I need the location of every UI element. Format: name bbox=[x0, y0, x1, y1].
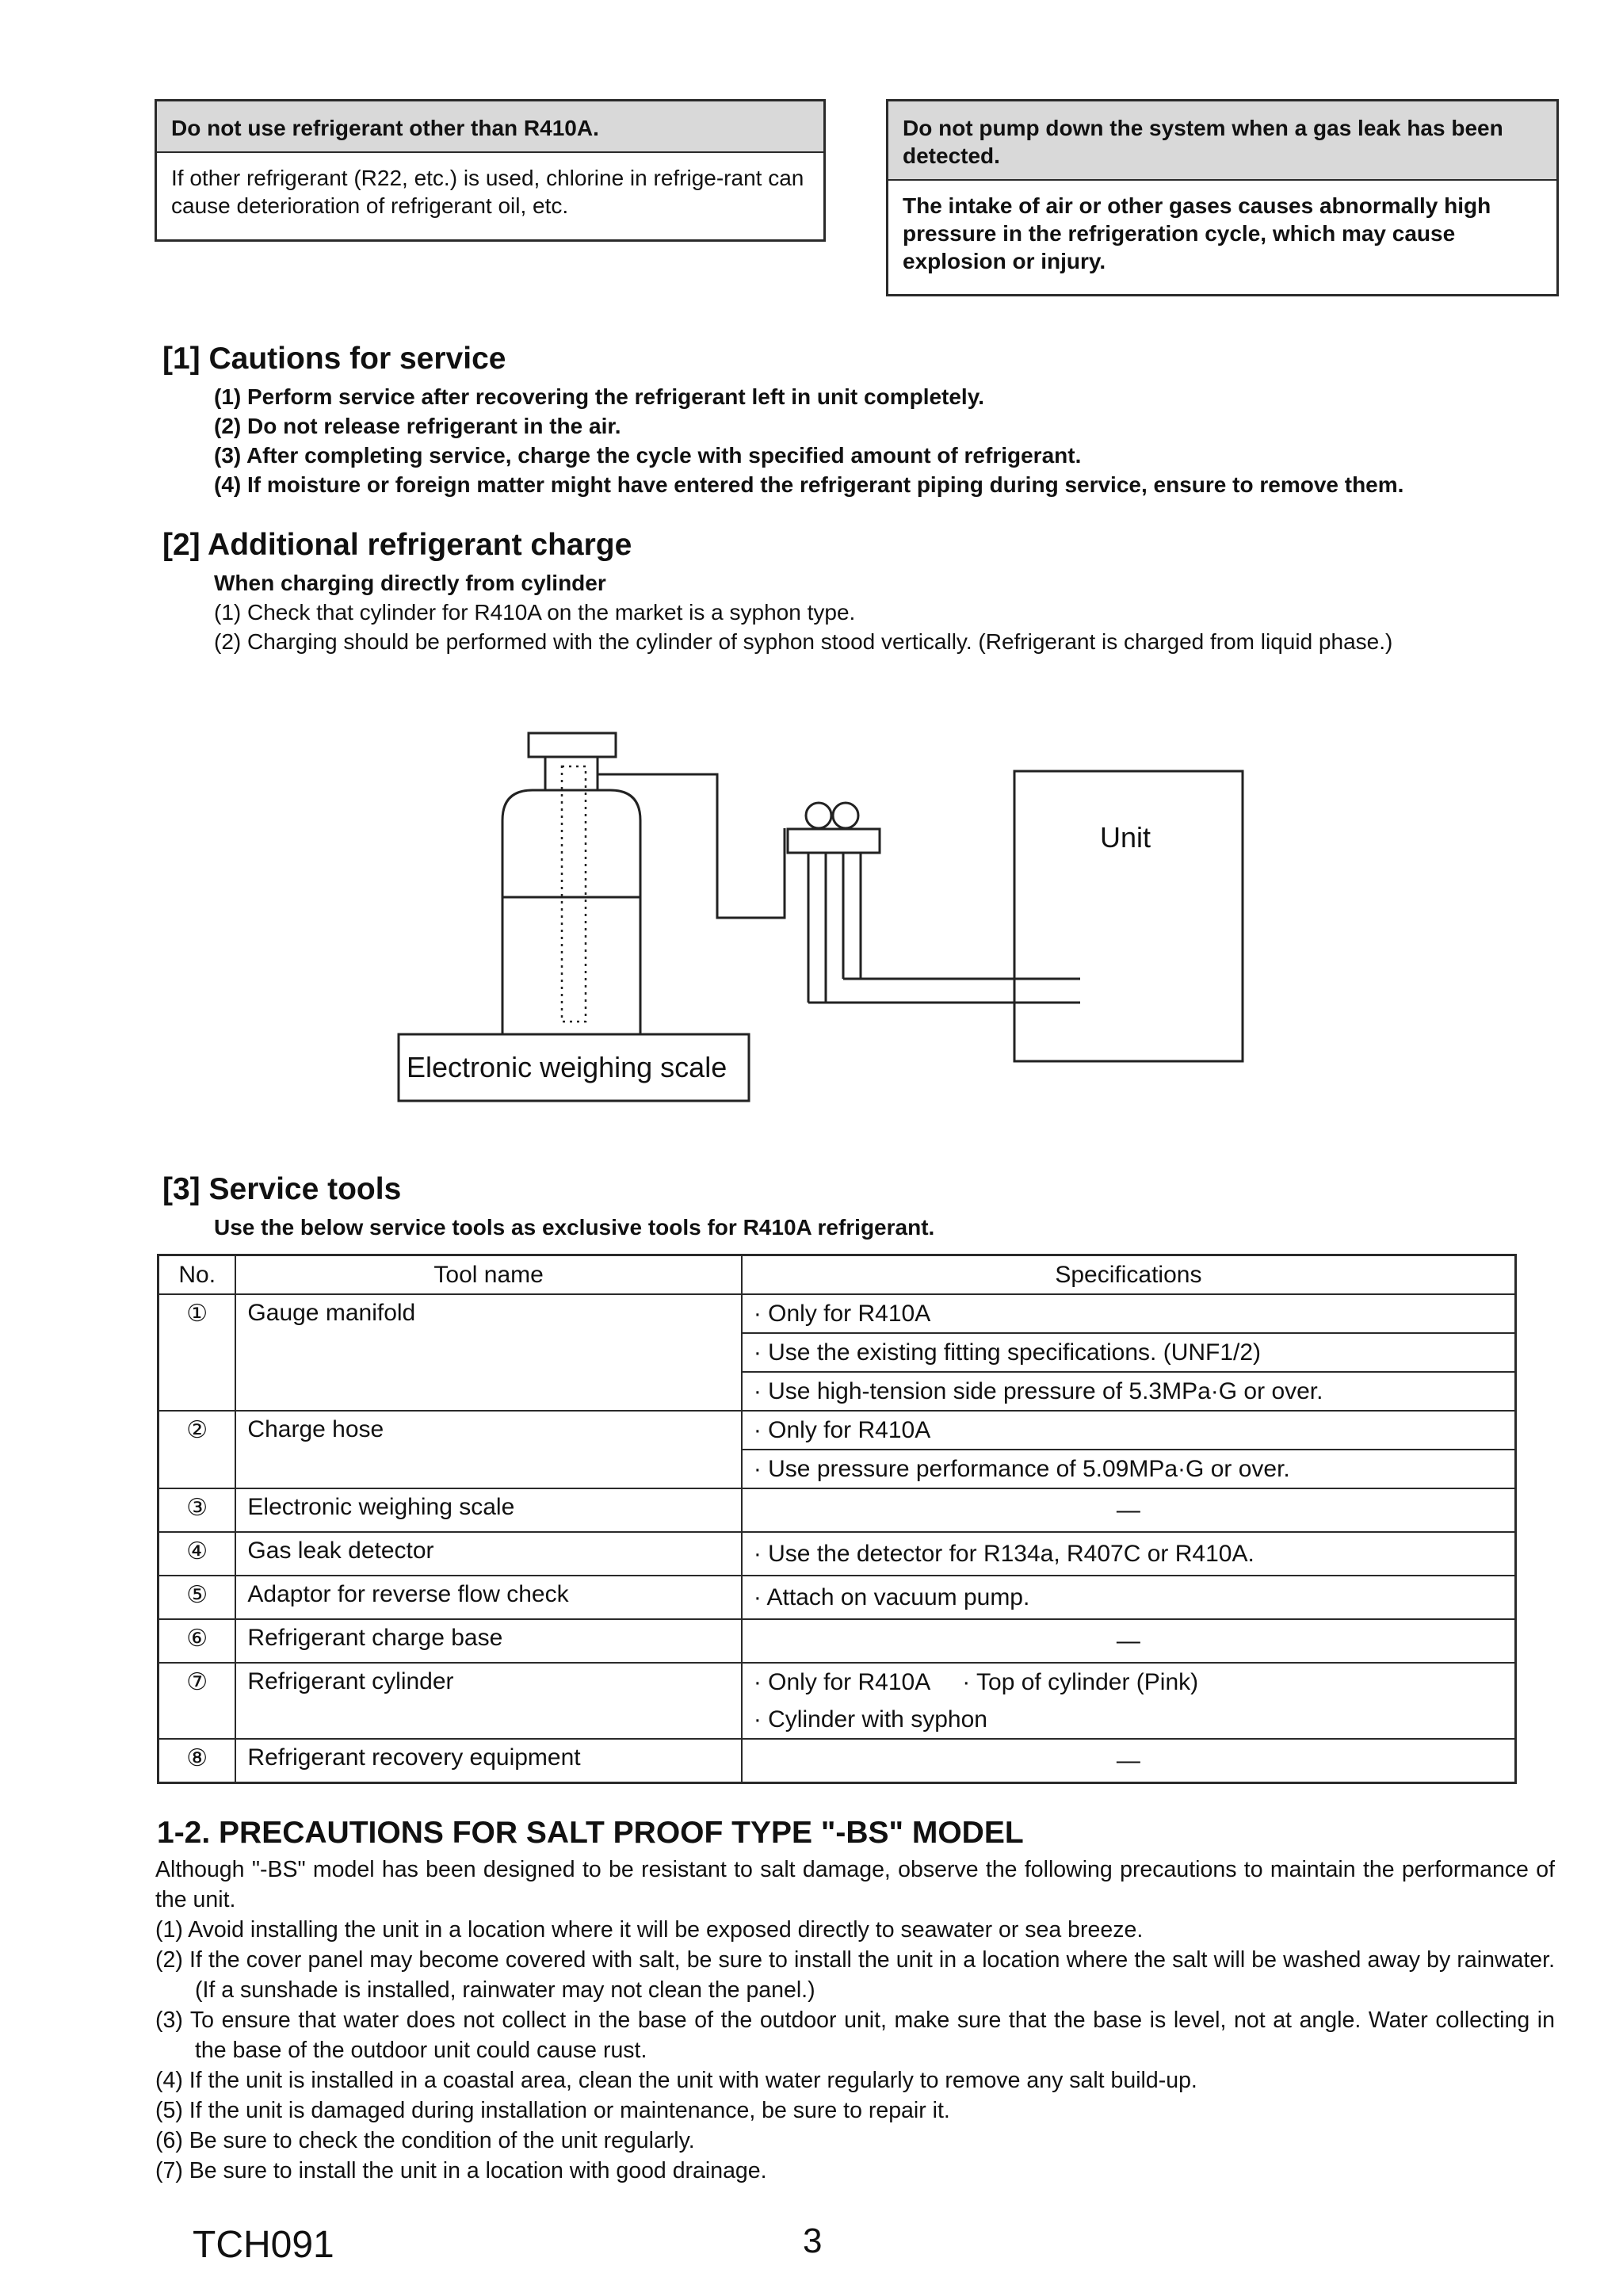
tool-name: Electronic weighing scale bbox=[235, 1488, 741, 1532]
caution-item: (3) After completing service, charge the cycle with specified amount of refrigerant. bbox=[214, 443, 1082, 468]
charge-heading: [2] Additional refrigerant charge bbox=[162, 528, 632, 562]
tool-name: Gas leak detector bbox=[235, 1532, 741, 1576]
tool-spec: — bbox=[742, 1488, 1516, 1532]
tool-name: Refrigerant cylinder bbox=[235, 1663, 741, 1739]
cylinder-neck bbox=[545, 757, 598, 790]
table-header-row bbox=[158, 1255, 1516, 1295]
column-header: No. bbox=[158, 1255, 236, 1295]
table-row bbox=[158, 1663, 1516, 1701]
gauge-right bbox=[833, 803, 858, 828]
cylinder-body bbox=[502, 790, 640, 1034]
syphon-tube bbox=[562, 766, 586, 1022]
salt-proof-item: (4) If the unit is installed in a coastal area, clean the unit with water regularly to remove any salt build-up. bbox=[155, 2068, 1197, 2093]
charging-diagram bbox=[380, 717, 1268, 1114]
column-header: Specifications bbox=[742, 1255, 1516, 1295]
tool-spec: · Use pressure performance of 5.09MPa·G or over. bbox=[742, 1450, 1516, 1488]
unit-box bbox=[1014, 771, 1243, 1061]
tool-name: Refrigerant charge base bbox=[235, 1619, 741, 1663]
warning-box-pump-down bbox=[886, 99, 1559, 296]
tool-spec: · Cylinder with syphon bbox=[742, 1701, 1516, 1739]
tool-number: ④ bbox=[158, 1532, 236, 1576]
tool-spec: · Only for R410A · Top of cylinder (Pink) bbox=[742, 1663, 1516, 1701]
document-code: TCH091 bbox=[193, 2224, 334, 2266]
warning-title: Do not use refrigerant other than R410A. bbox=[157, 101, 823, 153]
column-header: Tool name bbox=[235, 1255, 741, 1295]
warning-body: If other refrigerant (R22, etc.) is used, chlorine in refrige-rant can cause deterioration of refrigerant oil, etc. bbox=[171, 166, 804, 218]
gauge-left bbox=[806, 803, 831, 828]
tool-name: Charge hose bbox=[235, 1411, 741, 1488]
charge-item: (1) Check that cylinder for R410A on the market is a syphon type. bbox=[214, 600, 856, 625]
tool-name: Adaptor for reverse flow check bbox=[235, 1576, 741, 1619]
cylinder-cap bbox=[529, 733, 616, 757]
service-tools-table bbox=[157, 1254, 1517, 1784]
table-row bbox=[158, 1532, 1516, 1576]
warning-title: Do not pump down the system when a gas leak has been detected. bbox=[888, 101, 1556, 181]
salt-proof-item: (3) To ensure that water does not collect in the base of the outdoor unit, make sure that the base is level, not at angle. Water collecting in the base of the outdoor unit could cause rust. bbox=[155, 2008, 1555, 2063]
warning-box-refrigerant bbox=[155, 99, 826, 242]
warning-body: The intake of air or other gases causes abnormally high pressure in the refrigeration cycle, which may cause explosion or injury. bbox=[903, 193, 1491, 273]
table-row bbox=[158, 1619, 1516, 1663]
unit-label: Unit bbox=[1100, 821, 1151, 854]
tools-heading: [3] Service tools bbox=[162, 1172, 402, 1206]
tool-spec: · Use the existing fitting specifications. (UNF1/2) bbox=[742, 1333, 1516, 1372]
salt-proof-item: (6) Be sure to check the condition of the unit regularly. bbox=[155, 2128, 695, 2153]
table-row bbox=[158, 1411, 1516, 1450]
table-row bbox=[158, 1576, 1516, 1619]
salt-proof-item: (1) Avoid installing the unit in a location where it will be exposed directly to seawater or sea breeze. bbox=[155, 1917, 1144, 1943]
gauge-manifold bbox=[788, 829, 880, 853]
salt-proof-body bbox=[155, 1855, 1555, 2186]
salt-proof-item: (5) If the unit is damaged during installation or maintenance, be sure to repair it. bbox=[155, 2098, 950, 2123]
tool-name: Gauge manifold bbox=[235, 1294, 741, 1411]
tool-number: ⑥ bbox=[158, 1619, 236, 1663]
salt-proof-item: (2) If the cover panel may become covered with salt, be sure to install the unit in a location where the salt will be washed away by rainwater. (If a sunshade is installed, rainwater may not clean the panel.) bbox=[155, 1947, 1555, 2003]
tool-name: Refrigerant recovery equipment bbox=[235, 1739, 741, 1783]
tool-number: ③ bbox=[158, 1488, 236, 1532]
tool-number: ① bbox=[158, 1294, 236, 1411]
charge-item: (2) Charging should be performed with the cylinder of syphon stood vertically. (Refrigerant is charged from liquid phase.) bbox=[214, 629, 1393, 654]
salt-proof-intro: Although "-BS" model has been designed to be resistant to salt damage, observe the following precautions to maintain the performance of the unit. bbox=[155, 1857, 1555, 1912]
tool-spec: · Use high-tension side pressure of 5.3MPa·G or over. bbox=[742, 1372, 1516, 1411]
table-row bbox=[158, 1488, 1516, 1532]
table-row bbox=[158, 1294, 1516, 1333]
tools-subheading: Use the below service tools as exclusive tools for R410A refrigerant. bbox=[214, 1215, 935, 1240]
tool-number: ⑦ bbox=[158, 1663, 236, 1739]
tool-spec: — bbox=[742, 1619, 1516, 1663]
scale-label: Electronic weighing scale bbox=[407, 1051, 727, 1083]
salt-proof-title: 1-2. PRECAUTIONS FOR SALT PROOF TYPE "-BS" MODEL bbox=[157, 1816, 1024, 1850]
tool-number: ⑤ bbox=[158, 1576, 236, 1619]
salt-proof-item: (7) Be sure to install the unit in a location with good drainage. bbox=[155, 2158, 767, 2183]
tool-spec: · Use the detector for R134a, R407C or R410A. bbox=[742, 1532, 1516, 1576]
caution-item: (1) Perform service after recovering the refrigerant left in unit completely. bbox=[214, 384, 984, 409]
tool-spec: · Only for R410A bbox=[742, 1294, 1516, 1333]
tool-number: ⑧ bbox=[158, 1739, 236, 1783]
tool-spec: · Attach on vacuum pump. bbox=[742, 1576, 1516, 1619]
tool-spec: — bbox=[742, 1739, 1516, 1783]
caution-item: (4) If moisture or foreign matter might have entered the refrigerant piping during service, ensure to remove them. bbox=[214, 472, 1404, 497]
charge-subheading: When charging directly from cylinder bbox=[214, 571, 606, 595]
table-row bbox=[158, 1739, 1516, 1783]
caution-item: (2) Do not release refrigerant in the air. bbox=[214, 414, 621, 438]
cautions-heading: [1] Cautions for service bbox=[162, 342, 506, 376]
tool-number: ② bbox=[158, 1411, 236, 1488]
page-number: 3 bbox=[803, 2222, 823, 2260]
tool-spec: · Only for R410A bbox=[742, 1411, 1516, 1450]
